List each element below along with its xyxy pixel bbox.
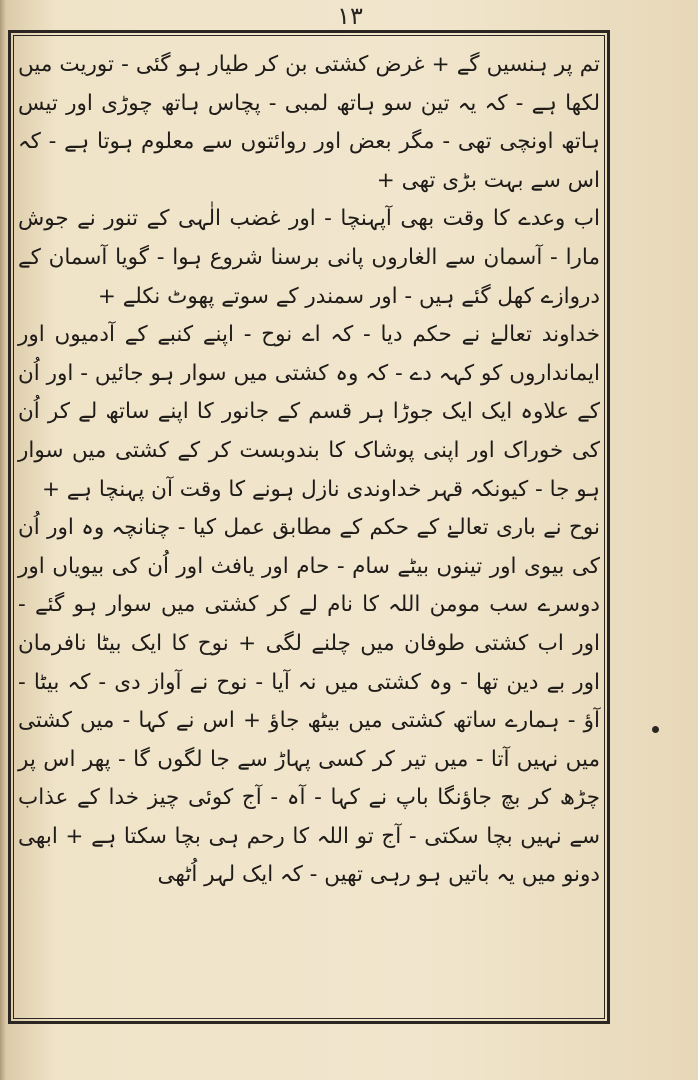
margin-dot [652,726,659,733]
paragraph-gods-command: خداوند تعالےٰ نے حکم دیا - کہ اے نوح - اپنے کنبے کے آدمیوں اور ایمانداروں کو کہہ دے - کہ وہ کشتی میں سوار ہو جائیں - اور اُن کے علاوہ ایک ایک جوڑا ہر قسم کے جانور کا اپنے ساتھ لے کر اُن کی خوراک اور اپنی پوشاک کا بندوبست کر کے کشتی میں سوار ہو جا - کیونکہ قہر خداوندی نازل ہونے کا وقت آن پہنچا ہے + [18,322,600,502]
paragraph-noah-obeys: نوح نے باری تعالےٰ کے حکم کے مطابق عمل کیا - چنانچہ وہ اور اُن کی بیوی اور تینوں بیٹے سام - حام اور یافث اور اُن کی بیویاں اور دوسرے سب مومن اللہ کا نام لے کر کشتی میں سوار ہو گئے - اور اب کشتی طوفان میں چلنے لگی + نوح کا ایک بیٹا نافرمان اور بے دین تھا - وہ کشتی میں نہ آیا - نوح نے آواز دی - کہ بیٹا - آؤ - ہمارے ساتھ کشتی میں بیٹھ جاؤ + اس نے کہا - میں کشتی میں نہیں آتا - میں تیر کر کسی پہاڑ سے جا لگوں گا - پھر اس پر چڑھ کر بچ جاؤنگا باپ نے کہا - آہ - آج کوئی چیز خدا کے عذاب سے نہیں بچا سکتی - آج تو اللہ کا رحم ہی بچا سکتا ہے + ابھی دونو میں یہ باتیں ہو رہی تھیں - کہ ایک لہر اُٹھی [18,515,600,888]
paragraph-flood-begins: اب وعدے کا وقت بھی آپہنچا - اور غضب الٰہی کے تنور نے جوش مارا - آسمان سے الغاروں پانی برسنا شروع ہوا - گویا آسمان کے دروازے کھل گئے ہیں - اور سمندر کے سوتے پھوٹ نکلے + [18,206,600,309]
page-body-text [18,46,600,1012]
paragraph-ark-dimensions: تم پر ہنسیں گے + غرض کشتی بن کر طیار ہو گئی - توریت میں لکھا ہے - کہ یہ تین سو ہاتھ لمبی - پچاس ہاتھ چوڑی اور تیس ہاتھ اونچی تھی - مگر بعض اور روائتوں سے معلوم ہوتا ہے - کہ اس سے بہت بڑی تھی + [18,52,600,193]
page-edge-shadow [0,0,6,1080]
page-number: ۱۳ [337,2,363,30]
